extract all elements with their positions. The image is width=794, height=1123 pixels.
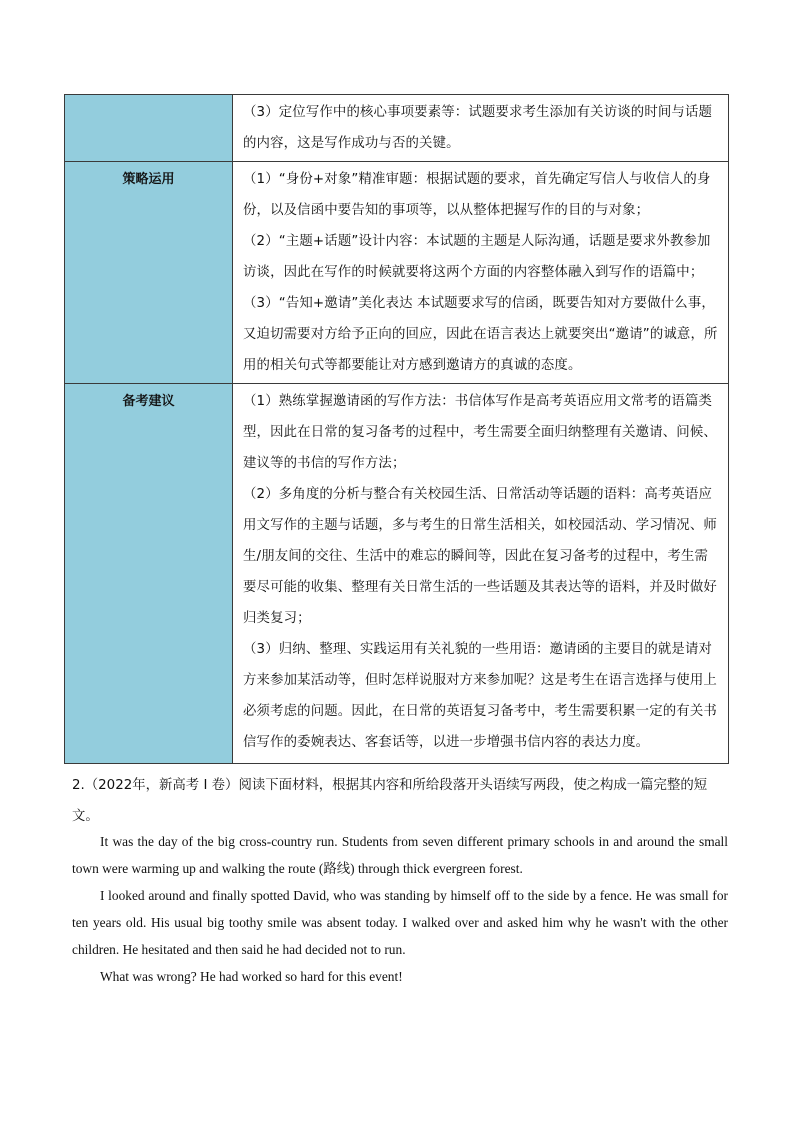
row-header-cell [65,95,233,162]
row-paragraph: （1）“身份+对象”精准审题：根据试题的要求，首先确定写信人与收信人的身份，以及信函中要告知的事项等，以从整体把握写作的目的与对象； [243,172,711,218]
table-row [65,95,729,162]
row-paragraph: （2）多角度的分析与整合有关校园生活、日常活动等话题的语料：高考英语应用文写作的主题与话题，多与考生的日常生活相关，如校园活动、学习情况、师生/朋友间的交往、生活中的难忘的瞬间等，因此在复习备考的过程中，考生需要尽可能的收集、整理有关日常生活的一些话题及其表达等的语料，并及时做好归类复习； [243,487,717,626]
table-row [65,162,729,384]
row-paragraph: （1）熟练掌握邀请函的写作方法：书信体写作是高考英语应用文常考的语篇类型，因此在日常的复习备考的过程中，考生需要全面归纳整理有关邀请、问候、建议等的书信的写作方法； [243,394,717,471]
row-paragraph: （3）定位写作中的核心事项要素等：试题要求考生添加有关访谈的时间与话题的内容，这是写作成功与否的关键。 [243,105,713,151]
question-prompt [72,770,728,832]
row-content-cell [233,384,729,764]
row-header-preparation: 备考建议 [65,384,233,764]
row-paragraph: （3）“告知+邀请”美化表达 本试题要求写的信函，既要告知对方要做什么事，又迫切需要对方给予正向的回应，因此在语言表达上就要突出“邀请”的诚意，所用的相关句式等都要能让对方感到邀请方的真诚的态度。 [243,296,718,373]
question-text: 2.（2022年，新高考 I 卷）阅读下面材料，根据其内容和所给段落开头语续写两段，使之构成一篇完整的短文。 [72,778,708,824]
passage-paragraph: What was wrong? He had worked so hard for this event! [100,969,403,984]
row-header-strategy: 策略运用 [65,162,233,384]
passage-paragraph: It was the day of the big cross-country run. Students from seven different primary schools in and around the small town were warming up and walking the route (路线) through thick evergreen forest. [72,834,728,876]
row-content-cell [233,162,729,384]
row-paragraph: （2）“主题+话题”设计内容：本试题的主题是人际沟通，话题是要求外教参加访谈，因此在写作的时候就要将这两个方面的内容整体融入到写作的语篇中； [243,234,711,280]
reading-passage [72,828,728,990]
row-paragraph: （3）归纳、整理、实践运用有关礼貌的一些用语：邀请函的主要目的就是请对方来参加某活动等，但时怎样说服对方来参加呢？这是考生在语言选择与使用上必须考虑的问题。因此，在日常的英语复习备考中，考生需要积累一定的有关书信写作的委婉表达、客套话等，以进一步增强书信内容的表达力度。 [243,642,717,750]
writing-guide-table [64,94,729,764]
table-row [65,384,729,764]
passage-paragraph: I looked around and finally spotted David, who was standing by himself off to the side by a fence. He was small for ten years old. His usual big toothy smile was absent today. I walked over and asked him why he wasn't with the other children. He hesitated and then said he had decided not to run. [72,888,728,957]
row-content-cell [233,95,729,162]
